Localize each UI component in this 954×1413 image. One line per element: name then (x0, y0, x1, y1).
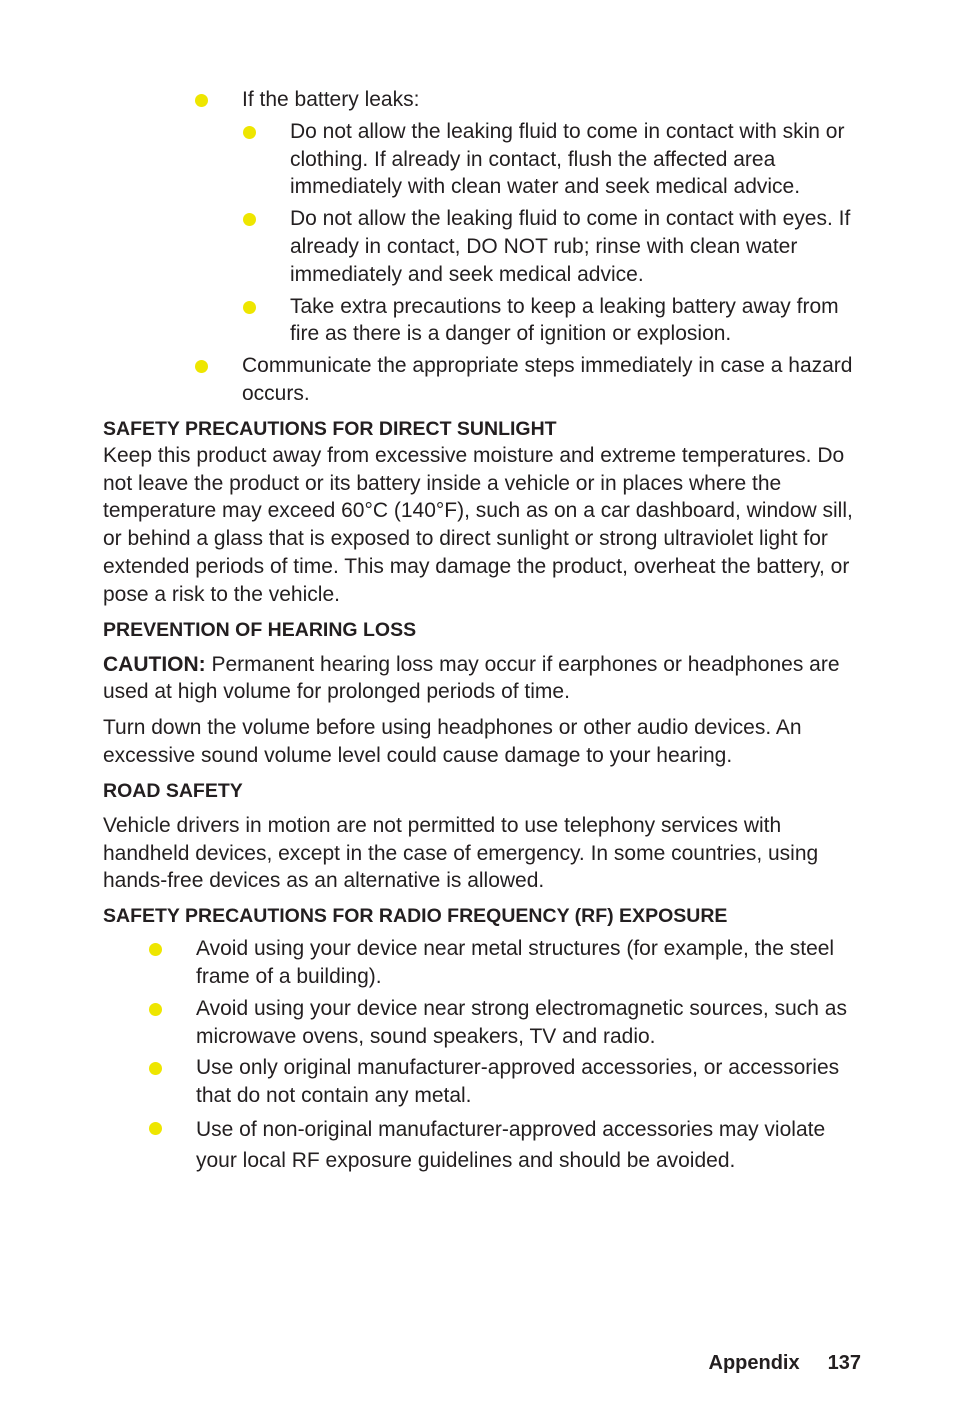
page-number: 137 (827, 1352, 861, 1374)
document-page (103, 86, 863, 1180)
hearing-heading: PREVENTION OF HEARING LOSS (103, 618, 417, 641)
battery-leak-sub-item: Take extra precautions to keep a leaking battery away from fire as there is a danger of ignition or explosion. (290, 294, 839, 346)
bullet-icon (149, 1003, 162, 1016)
battery-leak-intro: If the battery leaks: (242, 88, 420, 111)
road-body: Vehicle drivers in motion are not permitted to use telephony services with handheld devices, except in the case of emergency. In some countries, using hands-free devices as an alternative is allowed. (103, 813, 819, 893)
list-item (243, 118, 863, 201)
list-item (149, 935, 863, 991)
bullet-icon (149, 943, 162, 956)
list-item (149, 1054, 863, 1110)
rf-item: Use of non-original manufacturer-approved accessories may violate your local RF exposure guidelines and should be avoided. (196, 1117, 826, 1172)
list-item (149, 995, 863, 1051)
rf-item: Use only original manufacturer-approved accessories, or accessories that do not contain any metal. (196, 1056, 840, 1108)
caution-label: CAUTION: (103, 652, 206, 676)
battery-leak-sub-item: Do not allow the leaking fluid to come in contact with eyes. If already in contact, DO NOT rub; rinse with clean water immediately and seek medical advice. (290, 207, 851, 286)
battery-leak-sub-item: Do not allow the leaking fluid to come in contact with skin or clothing. If already in contact, flush the affected area immediately with clean water and seek medical advice. (290, 119, 845, 199)
sunlight-heading: SAFETY PRECAUTIONS FOR DIRECT SUNLIGHT (103, 417, 557, 440)
rf-heading: SAFETY PRECAUTIONS FOR RADIO FREQUENCY (RF) EXPOSURE (103, 905, 728, 928)
list-item (195, 352, 863, 408)
page-footer (709, 1352, 862, 1375)
list-item (195, 86, 863, 114)
rf-item: Avoid using your device near metal structures (for example, the steel frame of a building). (196, 937, 835, 988)
hearing-caution (103, 651, 863, 707)
bullet-icon (149, 1062, 162, 1075)
list-item (243, 205, 863, 288)
list-item (243, 293, 863, 349)
rf-item: Avoid using your device near strong electromagnetic sources, such as microwave ovens, sound speakers, TV and radio. (196, 996, 847, 1048)
caution-text: Permanent hearing loss may occur if earphones or headphones are used at high volume for prolonged periods of time. (103, 652, 840, 704)
road-heading: ROAD SAFETY (103, 779, 243, 802)
bullet-icon (243, 301, 256, 314)
list-item (149, 1114, 863, 1176)
footer-section: Appendix (708, 1352, 800, 1374)
sunlight-body: Keep this product away from excessive moisture and extreme temperatures. Do not leave the product or its battery inside a vehicle or in places where the temperature may exceed 60°C (140°F), such as on a car dashboard, window sill, or behind a glass that is exposed to direct sunlight or strong ultraviolet light for extended periods of time. This may damage the product, overheat the battery, or pose a risk to the vehicle. (103, 443, 853, 606)
bullet-icon (149, 1122, 162, 1135)
bullet-icon (195, 360, 208, 373)
bullet-icon (195, 94, 208, 107)
battery-leak-communicate: Communicate the appropriate steps immediately in case a hazard occurs. (242, 354, 853, 405)
bullet-icon (243, 213, 256, 226)
bullet-icon (243, 126, 256, 139)
hearing-body: Turn down the volume before using headphones or other audio devices. An excessive sound volume level could cause damage to your hearing. (103, 716, 802, 767)
